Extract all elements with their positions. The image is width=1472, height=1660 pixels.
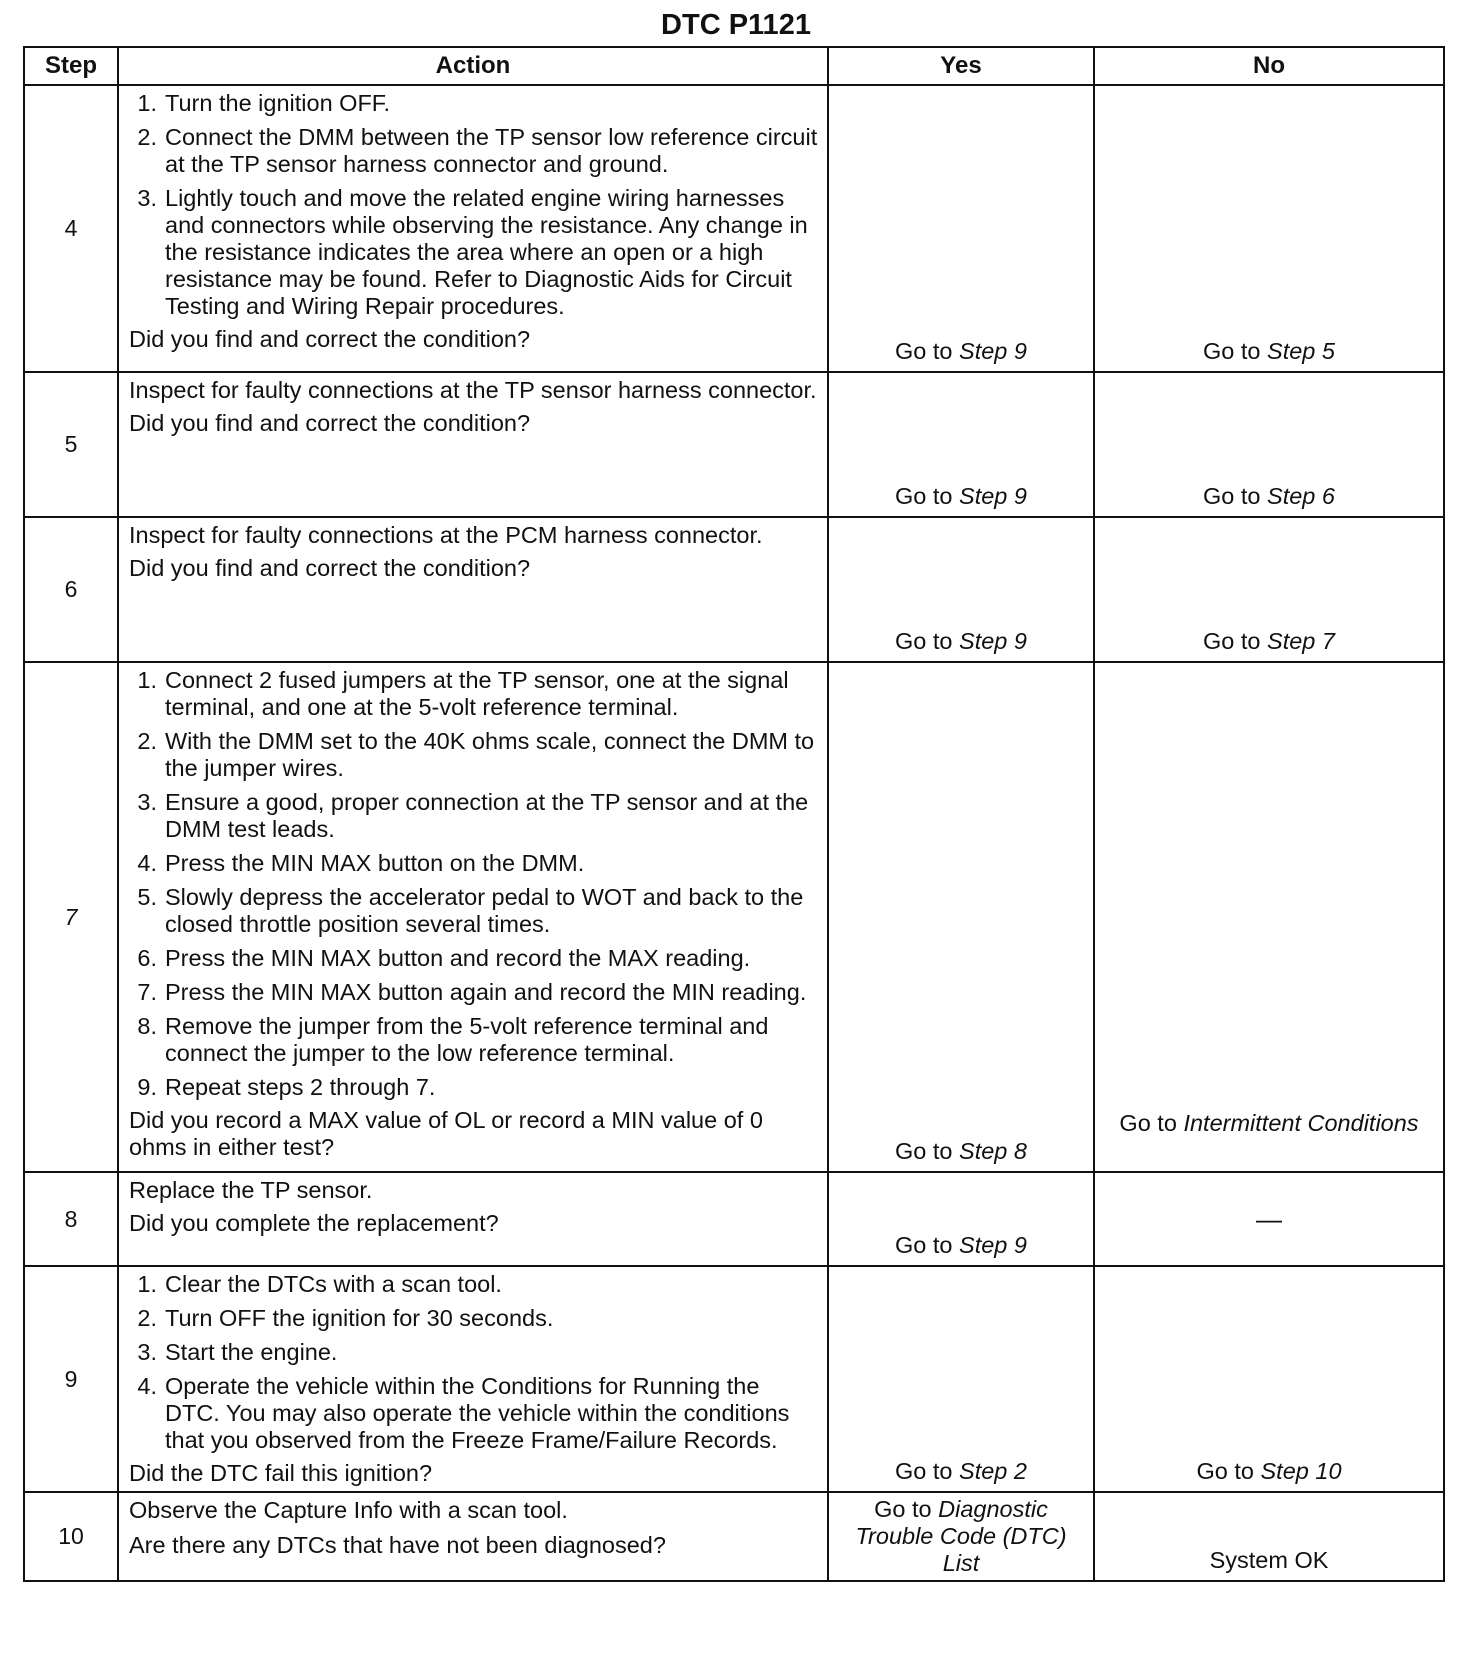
action-list	[129, 1271, 819, 1454]
step-number: 5	[24, 372, 118, 517]
step-link[interactable]: Step 9	[959, 483, 1027, 509]
step-number: 9	[24, 1266, 118, 1492]
list-item: 1. Clear the DTCs with a scan tool.	[137, 1271, 502, 1297]
action-cell	[118, 662, 828, 1172]
step-number: 10	[24, 1492, 118, 1581]
action-cell	[118, 85, 828, 372]
yes-cell: Go to Step 8	[828, 662, 1094, 1172]
question-text: Did you complete the replacement?	[129, 1210, 499, 1236]
list-item: 2. Connect the DMM between the TP sensor low reference circuit at the TP sensor harness connector and ground.	[137, 124, 818, 177]
yes-cell: Go to Step 9	[828, 1172, 1094, 1266]
header-action: Action	[118, 47, 828, 85]
list-item: 6. Press the MIN MAX button and record the MAX reading.	[137, 945, 751, 971]
table-row	[24, 1172, 1444, 1266]
action-list	[129, 90, 819, 320]
question-text: Did you record a MAX value of OL or record a MIN value of 0 ohms in either test?	[129, 1107, 763, 1160]
step-link[interactable]: Step 9	[959, 628, 1027, 654]
question-text: Did the DTC fail this ignition?	[129, 1460, 433, 1486]
no-cell: Go to Step 7	[1094, 517, 1444, 662]
step-number: 7	[24, 662, 118, 1172]
yes-cell: Go to Step 2	[828, 1266, 1094, 1492]
list-item: 9. Repeat steps 2 through 7.	[137, 1074, 436, 1100]
list-item: 2. Turn OFF the ignition for 30 seconds.	[137, 1305, 554, 1331]
no-cell: System OK	[1094, 1492, 1444, 1581]
header-step: Step	[24, 47, 118, 85]
table-row	[24, 517, 1444, 662]
diagnostic-table	[23, 46, 1445, 1582]
table-row	[24, 85, 1444, 372]
list-item: 7. Press the MIN MAX button again and record the MIN reading.	[137, 979, 807, 1005]
list-item: 1. Connect 2 fused jumpers at the TP sensor, one at the signal terminal, and one at the 5-volt reference terminal.	[137, 667, 789, 720]
no-cell: Go to Step 5	[1094, 85, 1444, 372]
step-link[interactable]: Step 8	[959, 1138, 1027, 1164]
list-item: 3. Start the engine.	[137, 1339, 338, 1365]
table-row	[24, 372, 1444, 517]
list-item: 5. Slowly depress the accelerator pedal to WOT and back to the closed throttle position several times.	[137, 884, 804, 937]
question-text: Did you find and correct the condition?	[129, 326, 531, 352]
list-item: 8. Remove the jumper from the 5-volt reference terminal and connect the jumper to the low reference terminal.	[137, 1013, 769, 1066]
table-row	[24, 662, 1444, 1172]
step-link[interactable]: Step 9	[959, 1232, 1027, 1258]
step-number: 6	[24, 517, 118, 662]
list-item: 3. Ensure a good, proper connection at the TP sensor and at the DMM test leads.	[137, 789, 809, 842]
question-text: Did you find and correct the condition?	[129, 410, 531, 436]
list-item: 2. With the DMM set to the 40K ohms scale, connect the DMM to the jumper wires.	[137, 728, 815, 781]
action-cell	[118, 1172, 828, 1266]
step-link[interactable]: Step 9	[959, 338, 1027, 364]
step-link[interactable]: Intermittent Conditions	[1183, 1110, 1419, 1136]
yes-cell: Go to Step 9	[828, 517, 1094, 662]
step-link[interactable]: Step 10	[1260, 1458, 1342, 1484]
table-row	[24, 1266, 1444, 1492]
action-text: Inspect for faulty connections at the PCM harness connector.	[129, 522, 763, 548]
yes-cell: Go to Step 9	[828, 85, 1094, 372]
action-cell	[118, 1266, 828, 1492]
header-no: No	[1094, 47, 1444, 85]
list-item: 1. Turn the ignition OFF.	[137, 90, 391, 116]
action-list	[129, 667, 819, 1101]
step-link[interactable]: Step 2	[959, 1458, 1027, 1484]
no-cell: Go to Step 6	[1094, 372, 1444, 517]
list-item: 4. Press the MIN MAX button on the DMM.	[137, 850, 585, 876]
table-row	[24, 1492, 1444, 1581]
header-row	[24, 47, 1444, 85]
action-text: Replace the TP sensor.	[129, 1177, 373, 1203]
list-item: 3. Lightly touch and move the related engine wiring harnesses and connectors while observing the resistance. Any change in the resistance indicates the area where an open or a high resistance may be found. Refer to Diagnostic Aids for Circuit Testing and Wiring Repair procedures.	[137, 185, 808, 319]
action-cell	[118, 517, 828, 662]
header-yes: Yes	[828, 47, 1094, 85]
step-link[interactable]: Step 7	[1267, 628, 1335, 654]
no-cell: Go to Intermittent Conditions	[1094, 662, 1444, 1172]
yes-cell: Go to Step 9	[828, 372, 1094, 517]
no-cell: Go to Step 10	[1094, 1266, 1444, 1492]
question-text: Are there any DTCs that have not been diagnosed?	[129, 1532, 666, 1558]
action-text: Observe the Capture Info with a scan tool.	[129, 1497, 568, 1523]
step-number: 8	[24, 1172, 118, 1266]
action-cell	[118, 1492, 828, 1581]
step-link[interactable]: Step 5	[1267, 338, 1335, 364]
step-link[interactable]: Diagnostic Trouble Code (DTC) List	[855, 1496, 1067, 1576]
no-cell: —	[1094, 1172, 1444, 1266]
action-cell	[118, 372, 828, 517]
page-title: DTC P1121	[661, 9, 811, 41]
step-number: 4	[24, 85, 118, 372]
yes-cell: Go to Diagnostic Trouble Code (DTC) List	[828, 1492, 1094, 1581]
list-item: 4. Operate the vehicle within the Conditions for Running the DTC. You may also operate the vehicle within the conditions that you observed from the Freeze Frame/Failure Records.	[137, 1373, 790, 1453]
question-text: Did you find and correct the condition?	[129, 555, 531, 581]
action-text: Inspect for faulty connections at the TP sensor harness connector.	[129, 377, 817, 403]
step-link[interactable]: Step 6	[1267, 483, 1335, 509]
